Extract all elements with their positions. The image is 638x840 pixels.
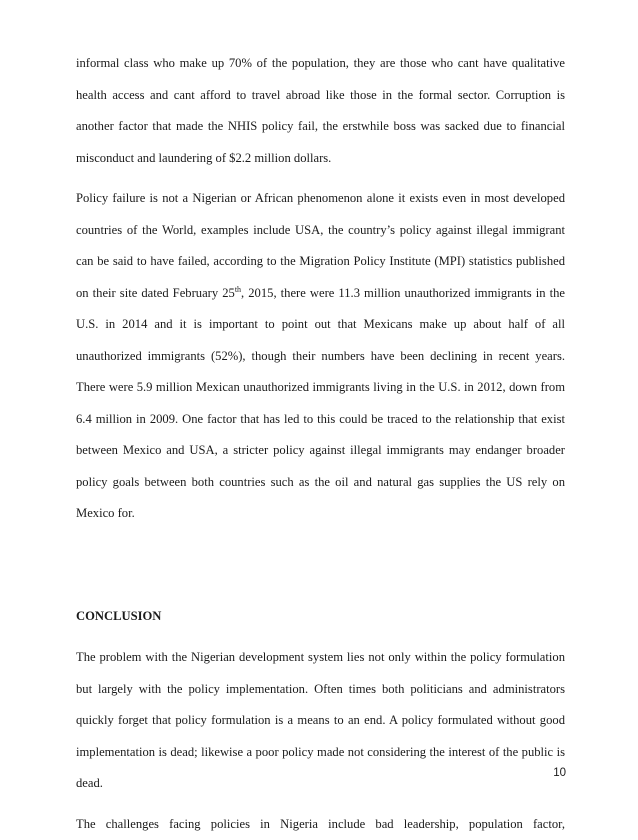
paragraph-policy-failure [76,183,565,530]
paragraph-policy-failure-text-start: Policy failure is not a Nigerian or African phenomenon alone it exists even in most developed countries of the World, examples include USA, the country’s policy against illegal immigrant can be said to have failed, according to the Migration Policy Institute (MPI) statistics published on their site dated February 25 [76,191,565,300]
paragraph-policy-failure-text-end: , 2015, there were 11.3 million unauthorized immigrants in the U.S. in 2014 and it is important to point out that Mexicans make up about half of all unauthorized immigrants (52%), though their numbers have been declining in recent years. There were 5.9 million Mexican unauthorized immigrants living in the U.S. in 2012, down from 6.4 million in 2009. One factor that has led to this could be traced to the relationship that exist between Mexico and USA, a stricter policy against illegal immigrants may endanger broader policy goals between both countries such as the oil and natural gas supplies the US rely on Mexico for. [76,286,565,521]
page-number: 10 [540,767,566,779]
document-page [76,48,565,840]
paragraph-challenges: The challenges facing policies in Nigeria include bad leadership, population factor, [76,809,565,840]
section-heading-conclusion: CONCLUSION [76,601,565,633]
paragraph-informal-class: informal class who make up 70% of the population, they are those who cant have qualitative health access and cant afford to travel abroad like those in the formal sector. Corruption is another factor that made the NHIS policy fail, the erstwhile boss was sacked due to financial misconduct and laundering of $2.2 million dollars. [76,48,565,174]
paragraph-conclusion: The problem with the Nigerian development system lies not only within the policy formulation but largely with the policy implementation. Often times both politicians and administrators quickly forget that policy formulation is a means to an end. A policy formulated without good implementation is dead; likewise a poor policy made not considering the interest of the public is dead. [76,642,565,800]
ordinal-suffix: th [235,284,241,293]
